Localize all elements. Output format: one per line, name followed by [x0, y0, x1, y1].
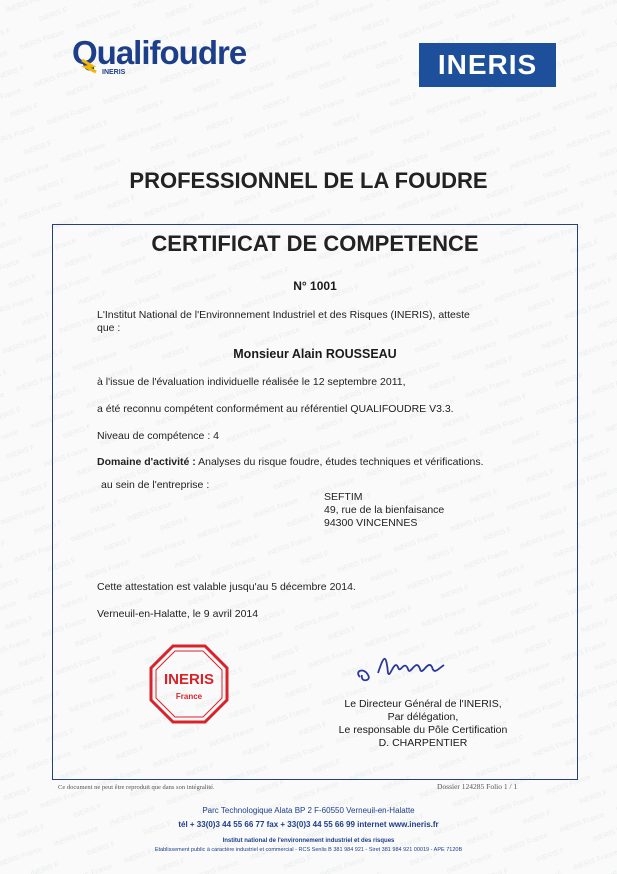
stamp-line-2: France — [175, 692, 203, 701]
validity-text: Cette attestation est valable jusqu'au 5 décembre 2014. — [97, 581, 356, 593]
intro-line-1: L'Institut National de l'Environnement Industriel et des Risques (INERIS), atteste — [97, 309, 470, 321]
ineris-logo: INERIS — [419, 43, 556, 87]
lightning-icon — [80, 58, 100, 74]
certificate-holder: Monsieur Alain ROUSSEAU — [233, 347, 397, 361]
certificate-number: N° 1001 — [293, 279, 337, 293]
ineris-stamp — [149, 644, 229, 724]
qualifoudre-logo-sub: INERIS — [102, 69, 126, 76]
stamp-octagon-icon — [149, 644, 229, 724]
footer-legal-2: Etablissement public à caractère industriel et commercial - RCS Senlis B 381 984 921 - Siret 381 984 921 00019 - APE 7120B — [154, 847, 463, 853]
dossier-folio: Dossier 124285 Folio 1 / 1 — [437, 782, 518, 791]
place-date: Verneuil-en-Halatte, le 9 avril 2014 — [97, 608, 259, 620]
certificate-frame — [52, 224, 578, 780]
company-name: SEFTIM — [324, 491, 363, 503]
signatory-line-3: Le responsable du Pôle Certification — [338, 724, 508, 736]
qualifoudre-logo: Qualifoudre — [72, 34, 247, 71]
evaluation-text: à l'issue de l'évaluation individuelle réalisée le 12 septembre 2011, — [97, 376, 406, 388]
activity-domain — [97, 456, 484, 469]
page-title: PROFESSIONNEL DE LA FOUDRE — [129, 168, 488, 193]
activity-domain-value: Analyses du risque foudre, études techniques et vérifications. — [195, 456, 484, 468]
competence-level: Niveau de compétence : 4 — [97, 430, 219, 442]
signatory-block — [320, 698, 526, 750]
signatory-line-1: Le Directeur Général de l'INERIS, — [344, 698, 502, 710]
intro-line-2: que : — [97, 322, 121, 334]
certificate-title: CERTIFICAT DE COMPETENCE — [151, 231, 479, 256]
stamp-line-1: INERIS — [163, 671, 215, 688]
signatory-line-2: Par délégation, — [387, 711, 459, 723]
activity-domain-label: Domaine d'activité : — [97, 456, 196, 468]
company-label: au sein de l'entreprise : — [101, 479, 210, 491]
signatory-line-4: D. CHARPENTIER — [378, 737, 468, 749]
footer-address: Parc Technologique Alata BP 2 F-60550 Verneuil-en-Halatte — [202, 806, 415, 815]
company-city: 94300 VINCENNES — [324, 517, 418, 529]
recognition-text: a été reconnu compétent conformément au référentiel QUALIFOUDRE V3.3. — [97, 403, 454, 415]
reproduction-note: Ce document ne peut être reproduit que dans son intégralité. — [58, 784, 215, 791]
signature — [350, 645, 460, 690]
footer-legal-1: Institut national de l'environnement industriel et des risques — [222, 838, 395, 844]
footer-contact: tél + 33(0)3 44 55 66 77 fax + 33(0)3 44 55 66 99 internet www.ineris.fr — [178, 820, 439, 829]
company-street: 49, rue de la bienfaisance — [324, 504, 445, 516]
